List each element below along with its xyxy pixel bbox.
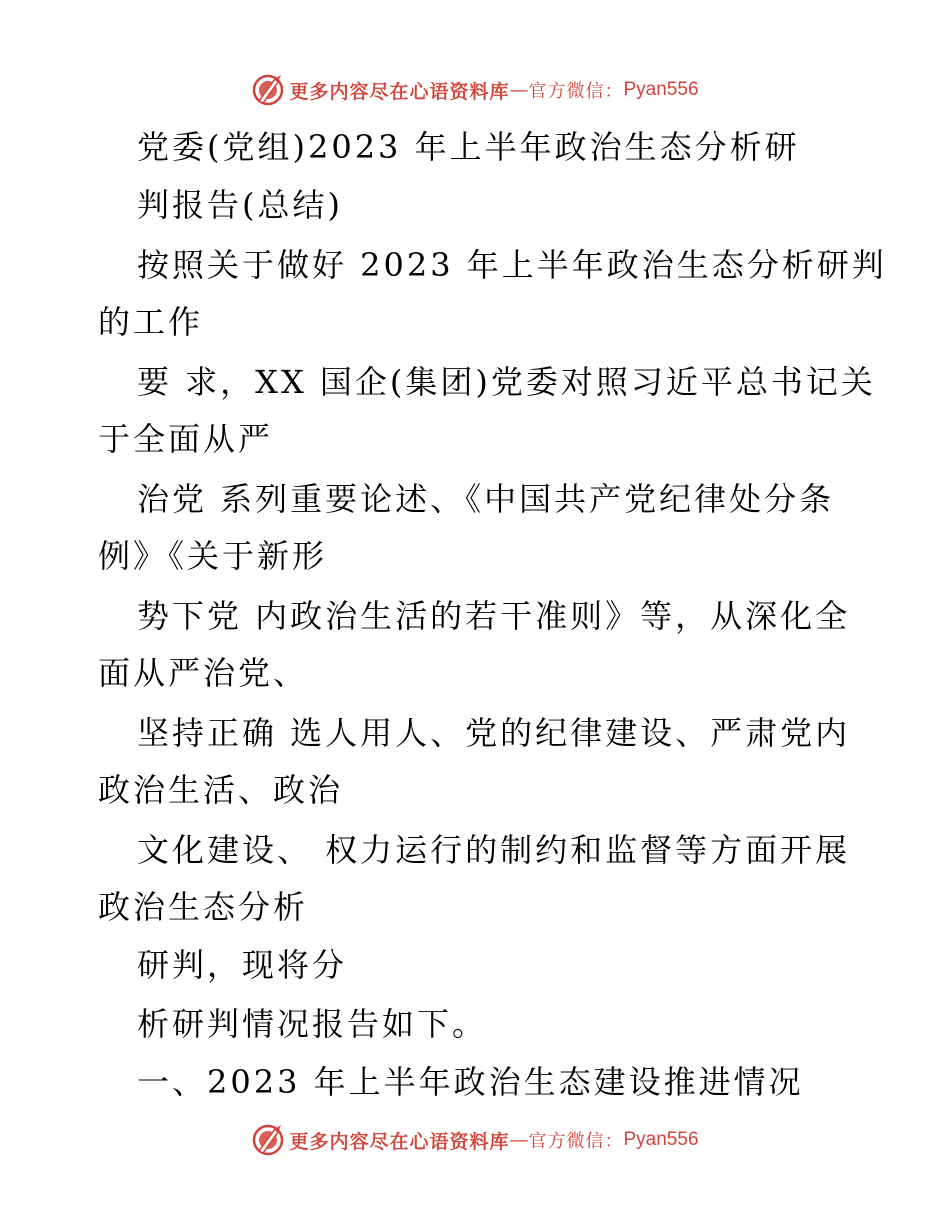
watermark-dash: — bbox=[509, 1129, 529, 1151]
paragraph-line: 政治生活、政治 bbox=[98, 771, 344, 809]
quill-seal-icon bbox=[251, 1123, 285, 1157]
quill-seal-icon bbox=[251, 73, 285, 107]
paragraph-line: 于全面从严 bbox=[98, 420, 274, 458]
section-heading-1: 一、2023 年上半年政治生态建设推进情况 bbox=[137, 1063, 804, 1101]
paragraph-line: 文化建设、 权力运行的制约和监督等方面开展 bbox=[137, 831, 851, 869]
paragraph-line: 势下党 内政治生活的若干准则》等，从深化全 bbox=[137, 597, 851, 635]
header-watermark bbox=[0, 70, 950, 110]
paragraph-line: 析研判情况报告如下。 bbox=[137, 1005, 488, 1043]
watermark-wechat-label: 官方微信： bbox=[528, 1131, 624, 1152]
paragraph-line: 政治生态分析 bbox=[98, 888, 309, 926]
paragraph-line: 例》《关于新形 bbox=[98, 537, 328, 575]
document-title-line-2: 判报告(总结) bbox=[137, 186, 343, 224]
paragraph-line: 研判，现将分 bbox=[137, 946, 348, 984]
watermark-wechat-id: Pyan556 bbox=[623, 1129, 699, 1150]
paragraph-line: 要 求，XX 国企(集团)党委对照习近平总书记关 bbox=[137, 363, 876, 401]
watermark-main-text: 更多内容尽在心语资料库 bbox=[289, 80, 510, 103]
document-title-line-1: 党委(党组)2023 年上半年政治生态分析研 bbox=[137, 128, 800, 166]
watermark-main-text: 更多内容尽在心语资料库 bbox=[289, 1130, 510, 1153]
paragraph-line: 坚持正确 选人用人、党的纪律建设、严肃党内 bbox=[137, 714, 851, 752]
paragraph-line: 的工作 bbox=[98, 303, 204, 341]
footer-watermark bbox=[0, 1120, 950, 1160]
watermark-wechat-id: Pyan556 bbox=[623, 79, 699, 100]
paragraph-line: 治党 系列重要论述、《中国共产党纪律处分条 bbox=[137, 480, 835, 518]
paragraph-line: 面从严治党、 bbox=[98, 654, 309, 692]
watermark-dash: — bbox=[509, 79, 529, 101]
watermark-wechat-label: 官方微信： bbox=[528, 81, 624, 102]
paragraph-line: 按照关于做好 2023 年上半年政治生态分析研判 bbox=[137, 246, 887, 284]
